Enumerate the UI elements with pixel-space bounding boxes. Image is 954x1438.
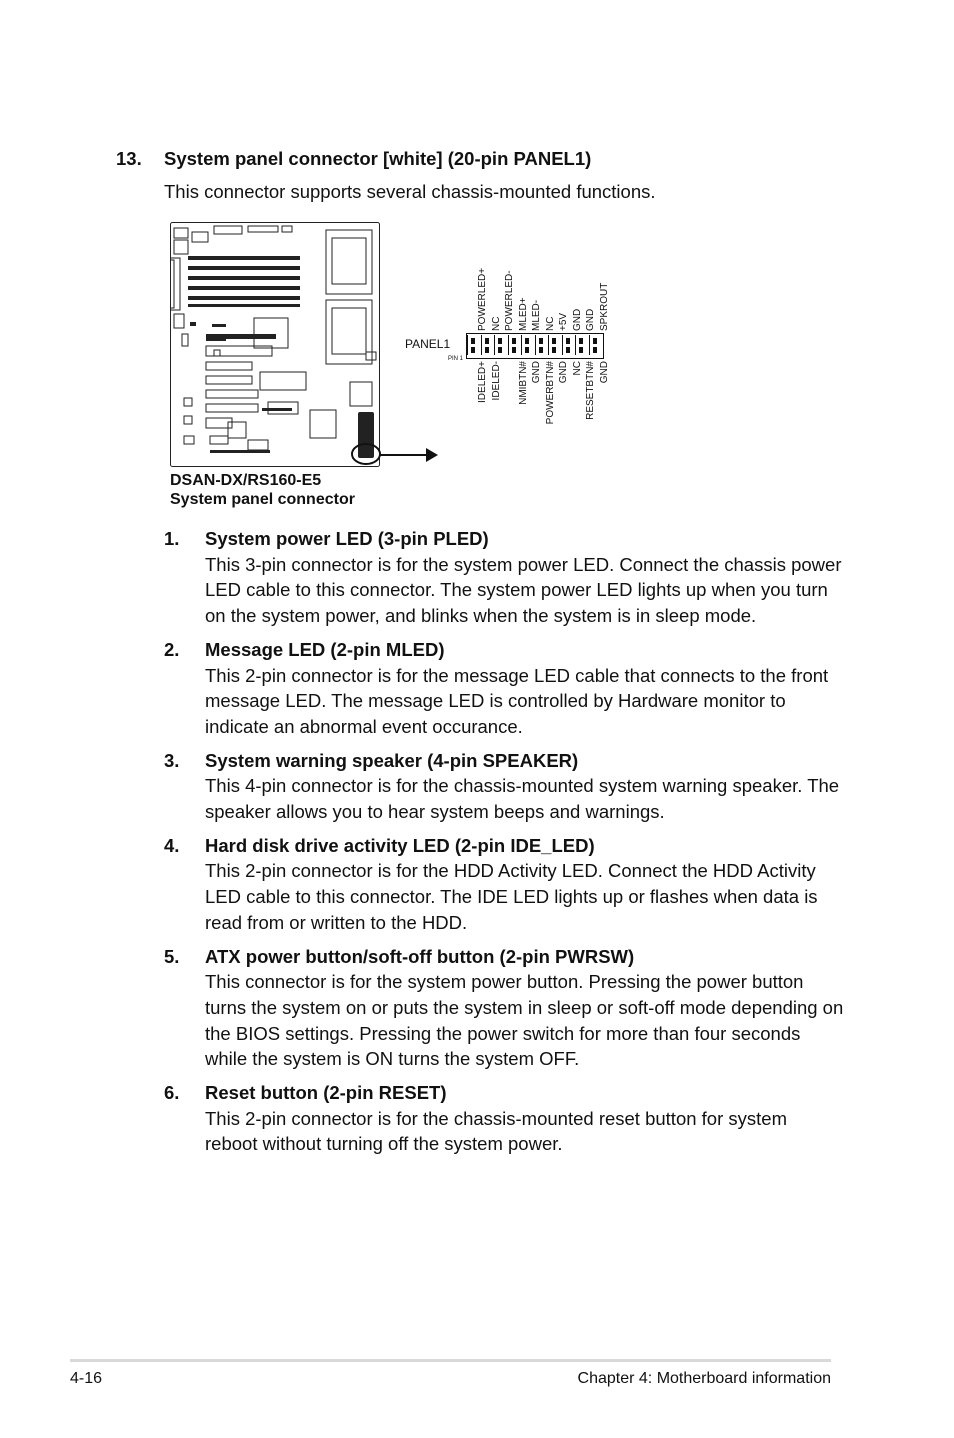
panel1-label: PANEL1 [405, 337, 451, 351]
item-number: 6. [164, 1082, 180, 1104]
bottom-pin-label: NC [571, 361, 583, 376]
top-pin-label: SPKROUT [598, 282, 610, 331]
connector-list [164, 526, 844, 1165]
top-pin-label: MLED+ [517, 297, 529, 331]
list-item [164, 748, 844, 825]
bottom-pin-label: IDELED- [490, 361, 502, 401]
bottom-pin-label: RESETBTN# [585, 361, 596, 420]
motherboard-layout-diagram [170, 222, 381, 468]
item-title: Message LED (2-pin MLED) [205, 638, 445, 660]
bottom-pin-label: GND [558, 361, 569, 384]
item-number: 4. [164, 834, 180, 856]
item-body: This 4-pin connector is for the chassis-mounted system warning speaker. The speaker allows you to hear system beeps and warnings. [205, 775, 840, 823]
item-number: 5. [164, 945, 180, 967]
section-intro: This connector supports several chassis-mounted functions. [164, 181, 656, 202]
list-item [164, 1080, 844, 1157]
pin1-label: PIN 1 [448, 356, 464, 362]
top-pin-label: POWERLED+ [477, 267, 488, 331]
list-item [164, 637, 844, 740]
section-number: 13. [116, 148, 142, 169]
list-item [164, 526, 844, 629]
item-number: 2. [164, 638, 180, 660]
item-title: Hard disk drive activity LED (2-pin IDE_LED) [205, 834, 595, 856]
item-body: This 3-pin connector is for the system power LED. Connect the chassis power LED cable to this connector. The system power LED lights up when you turn on the system power, and blinks when the system is in sleep mode. [205, 553, 842, 627]
top-pin-label: GND [585, 308, 596, 331]
top-pin-label: MLED- [531, 299, 542, 331]
bottom-pin-label: NMIBTN# [517, 361, 529, 405]
bottom-pin-label: POWERBTN# [544, 361, 556, 425]
list-item [164, 833, 844, 936]
item-number: 1. [164, 528, 180, 549]
top-pin-label: NC [544, 316, 556, 331]
bottom-pin-label: IDELED+ [477, 361, 488, 403]
item-title: ATX power button/soft-off button (2-pin PWRSW) [205, 945, 635, 967]
panel1-pin-diagram [0, 0, 954, 480]
item-title: System power LED (3-pin PLED) [205, 528, 489, 549]
bottom-pin-label: GND [598, 361, 610, 384]
item-number: 3. [164, 749, 180, 771]
pointer-arrow [380, 445, 440, 465]
bottom-pin-label: GND [531, 361, 542, 384]
page-number: 4-16 [70, 1370, 103, 1387]
figure-caption-title: System panel connector [170, 491, 355, 508]
chapter-title: Chapter 4: Motherboard information [577, 1370, 831, 1387]
item-title: System warning speaker (4-pin SPEAKER) [205, 749, 579, 771]
item-body: This 2-pin connector is for the HDD Activity LED. Connect the HDD Activity LED cable to this connector. The IDE LED lights up or flashes when data is read from or written to the HDD. [205, 860, 818, 933]
item-body: This 2-pin connector is for the message LED cable that connects to the front message LED. The message LED is controlled by Hardware monitor to indicate an abnormal event occurance. [205, 664, 829, 737]
figure-caption-model: DSAN-DX/RS160-E5 [170, 472, 322, 489]
footer-divider [70, 1359, 831, 1362]
item-title: Reset button (2-pin RESET) [205, 1082, 447, 1104]
list-item [164, 944, 844, 1073]
panel1-header [466, 333, 604, 359]
item-body: This 2-pin connector is for the chassis-mounted reset button for system reboot without turning off the system power. [205, 1107, 787, 1155]
top-pin-label: +5V [558, 312, 569, 331]
section-title: System panel connector [white] (20-pin PANEL1) [164, 148, 592, 169]
top-pin-label: NC [490, 316, 502, 331]
top-pin-label: GND [571, 308, 583, 331]
item-body: This connector is for the system power button. Pressing the power button turns the system on or puts the system in sleep or soft-off mode depending on the BIOS settings. Pressing the power switch for more than four seconds while the system is ON turns the system OFF. [205, 971, 844, 1070]
top-pin-label: POWERLED- [504, 270, 515, 331]
